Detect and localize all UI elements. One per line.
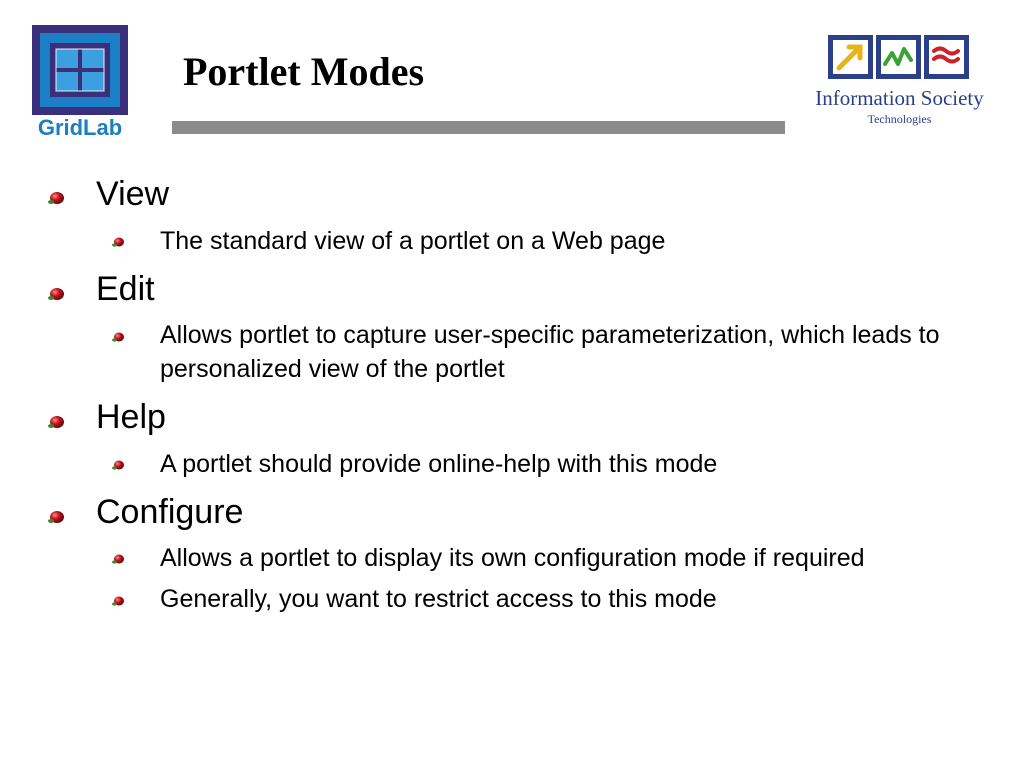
sub-bullet-ball-icon (112, 331, 126, 343)
bullet-ball-icon (48, 285, 66, 301)
ist-logo-subtitle: Technologies (867, 112, 932, 126)
bullet-ball-icon (48, 508, 66, 524)
ist-logo-name: Information Society (815, 86, 984, 110)
sub-bullet-edit-1: Allows portlet to capture user-specific parameterization, which leads to personalized view of the portlet (160, 321, 940, 383)
sub-bullet-ball-icon (112, 553, 126, 565)
sub-bullet-configure-2: Generally, you want to restrict access to this mode (160, 585, 717, 613)
sub-bullet-ball-icon (112, 236, 126, 248)
bullet-edit: Edit (96, 270, 155, 308)
slide-title: Portlet Modes (183, 49, 425, 94)
gridlab-logo-text: GridLab (37, 115, 123, 140)
sub-bullet-view-1: The standard view of a portlet on a Web page (160, 227, 666, 255)
bullet-ball-icon (48, 189, 66, 205)
bullet-help: Help (96, 398, 166, 436)
sub-bullet-ball-icon (112, 459, 126, 471)
sub-bullet-ball-icon (112, 595, 126, 607)
bullet-view: View (96, 175, 170, 213)
bullet-configure: Configure (96, 493, 244, 531)
bullet-ball-icon (48, 413, 66, 429)
sub-bullet-help-1: A portlet should provide online-help with this mode (160, 450, 718, 478)
sub-bullet-configure-1: Allows a portlet to display its own configuration mode if required (160, 544, 865, 572)
